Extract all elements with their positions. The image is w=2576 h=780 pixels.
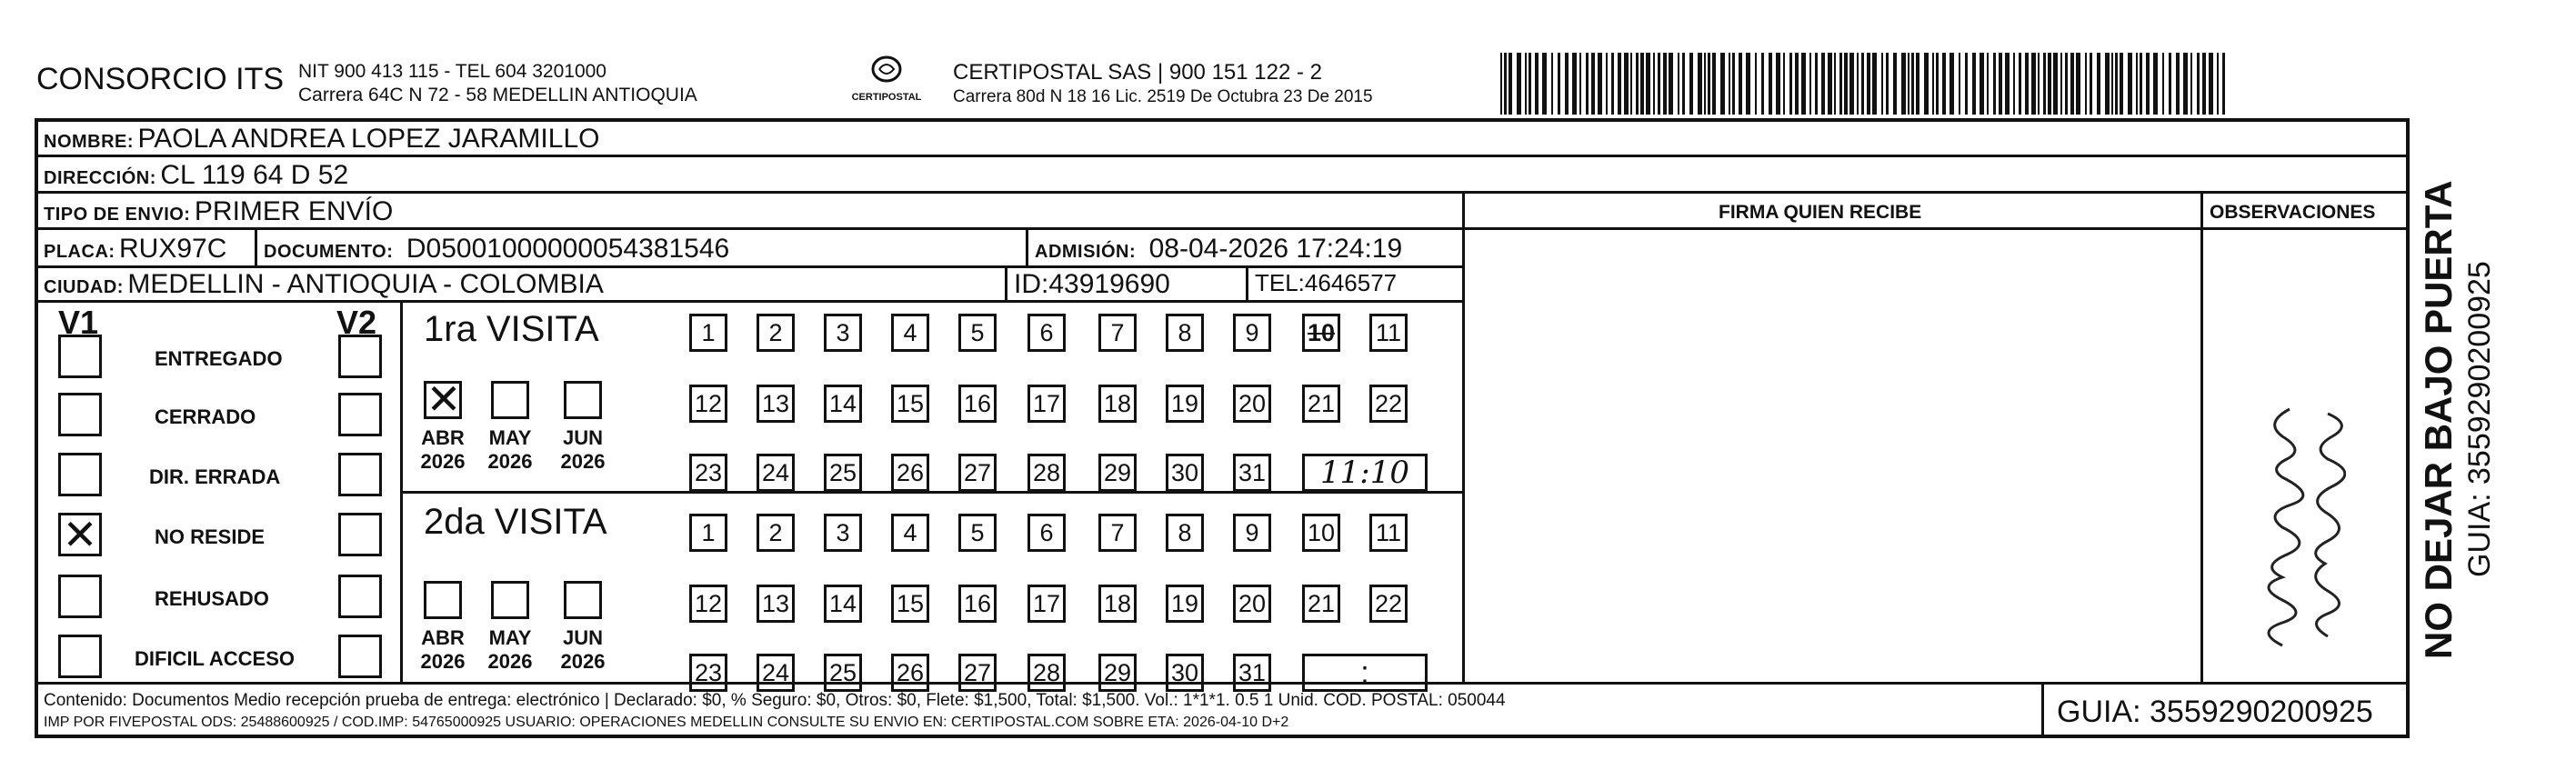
v2-checkbox-5[interactable] — [338, 635, 382, 678]
first-day-box[interactable]: 31 — [1233, 454, 1271, 492]
second-visit-title: 2da VISITA — [424, 502, 607, 542]
second-day-box[interactable]: 11 — [1369, 514, 1408, 552]
barcode — [1500, 53, 2228, 115]
month-year: 2026 — [420, 450, 466, 473]
first-visit-title: 1ra VISITA — [424, 309, 599, 349]
placa-cell — [44, 234, 226, 265]
first-day-box[interactable]: 23 — [689, 454, 727, 492]
second-day-box[interactable]: 19 — [1166, 585, 1204, 623]
second-month-box[interactable] — [491, 581, 529, 619]
first-day-box[interactable]: 4 — [891, 314, 929, 352]
second-month-label — [483, 626, 537, 674]
v2-label: V2 — [336, 304, 377, 341]
company-address: Carrera 64C N 72 - 58 MEDELLIN ANTIOQUIA — [298, 85, 697, 105]
v1-checkbox-5[interactable] — [58, 635, 102, 678]
carrier-logo — [850, 55, 923, 103]
status-label: NO RESIDE — [155, 525, 266, 548]
month-name: ABR — [421, 626, 465, 649]
v1-checkbox-0[interactable] — [58, 335, 102, 378]
month-year: 2026 — [487, 450, 533, 473]
company-info — [298, 60, 697, 107]
first-day-box[interactable]: 9 — [1233, 314, 1271, 352]
first-day-box[interactable]: 3 — [824, 314, 862, 352]
carrier-logo-text: CERTIPOSTAL — [851, 92, 922, 103]
first-day-box[interactable]: 12 — [689, 385, 727, 423]
first-day-box[interactable]: 29 — [1098, 454, 1137, 492]
ciudad-cell — [44, 269, 604, 300]
carrier-info — [953, 60, 1373, 107]
first-day-box[interactable]: 1 — [689, 314, 727, 352]
second-day-box[interactable]: 14 — [824, 585, 862, 623]
month-year: 2026 — [560, 650, 606, 673]
second-day-box[interactable]: 15 — [891, 585, 929, 623]
v2-checkbox-2[interactable] — [338, 453, 382, 496]
second-day-box[interactable]: 3 — [824, 514, 862, 552]
second-day-box[interactable]: 30 — [1166, 654, 1204, 692]
v2-checkbox-3[interactable] — [338, 513, 382, 556]
admision-cell — [1035, 234, 1402, 265]
first-day-box[interactable]: 26 — [891, 454, 929, 492]
first-month-box[interactable] — [564, 381, 602, 419]
documento-label: DOCUMENTO: — [264, 242, 394, 262]
second-day-box[interactable]: 29 — [1098, 654, 1137, 692]
first-day-box[interactable]: 2 — [757, 314, 795, 352]
second-day-box[interactable]: 22 — [1369, 585, 1408, 623]
status-label: DIR. ERRADA — [149, 465, 281, 488]
second-day-box[interactable]: 28 — [1027, 654, 1066, 692]
tel-value: TEL:4646577 — [1255, 269, 1398, 296]
first-day-box[interactable]: 28 — [1027, 454, 1066, 492]
direccion-value: CL 119 64 D 52 — [160, 160, 349, 190]
second-day-box[interactable]: 1 — [689, 514, 727, 552]
first-day-box[interactable]: 25 — [824, 454, 862, 492]
first-day-box[interactable]: 13 — [757, 385, 795, 423]
status-label: CERRADO — [155, 405, 256, 428]
first-month-box[interactable] — [491, 381, 529, 419]
v2-checkbox-1[interactable] — [338, 393, 382, 436]
second-day-box[interactable]: 12 — [689, 585, 727, 623]
second-day-box[interactable]: 8 — [1166, 514, 1204, 552]
month-name: ABR — [421, 426, 465, 449]
firma-header: FIRMA QUIEN RECIBE — [1719, 202, 1922, 223]
v1-checkbox-2[interactable] — [58, 453, 102, 496]
status-label: DIFICIL ACCESO — [135, 647, 296, 670]
carrier-name: CERTIPOSTAL SAS | 900 151 122 - 2 — [953, 60, 1322, 85]
first-day-box[interactable]: 17 — [1027, 385, 1066, 423]
second-day-box[interactable]: 16 — [958, 585, 997, 623]
first-day-box[interactable]: 19 — [1166, 385, 1204, 423]
month-year: 2026 — [560, 450, 606, 473]
first-month-box[interactable] — [424, 375, 462, 424]
second-day-box[interactable]: 25 — [824, 654, 862, 692]
second-month-box[interactable] — [424, 581, 462, 619]
placa-value: RUX97C — [119, 234, 227, 264]
second-day-box[interactable]: 9 — [1233, 514, 1271, 552]
tipo-row — [44, 196, 393, 227]
v1-checkbox-3[interactable] — [58, 510, 102, 559]
carrier-logo-icon — [867, 55, 907, 87]
company-name: CONSORCIO ITS — [36, 62, 285, 96]
second-day-box[interactable]: 26 — [891, 654, 929, 692]
admision-value: 08-04-2026 17:24:19 — [1148, 234, 1403, 264]
second-day-box[interactable]: 24 — [757, 654, 795, 692]
first-month-label — [483, 426, 537, 474]
nombre-row — [44, 124, 599, 155]
first-day-box[interactable]: 8 — [1166, 314, 1204, 352]
placa-label: PLACA: — [44, 242, 115, 262]
first-day-box[interactable]: 10 — [1302, 314, 1340, 352]
first-day-box[interactable]: 5 — [958, 314, 997, 352]
documento-value: D05001000000054381546 — [406, 234, 730, 264]
nombre-label: NOMBRE: — [44, 132, 135, 152]
month-year: 2026 — [487, 650, 533, 673]
first-day-box[interactable]: 16 — [958, 385, 997, 423]
documento-cell — [264, 234, 729, 265]
second-day-box[interactable]: 5 — [958, 514, 997, 552]
v2-checkbox-0[interactable] — [338, 335, 382, 378]
first-day-box[interactable]: 21 — [1302, 385, 1340, 423]
footer-print-info: IMP POR FIVEPOSTAL ODS: 25488600925 / COD.IMP: 54765000925 USUARIO: OPERACIONES MEDELLIN CONSULTE SU ENVIO EN: CERTIPOSTAL.COM SOBRE ETA: 2026-04-10 D+2 — [44, 715, 1289, 730]
month-name: JUN — [562, 426, 603, 449]
month-year: 2026 — [420, 650, 466, 673]
second-month-label — [416, 626, 470, 674]
first-day-box[interactable]: 20 — [1233, 385, 1271, 423]
second-day-box[interactable]: 10 — [1302, 514, 1340, 552]
first-month-label — [416, 426, 470, 474]
first-day-box[interactable]: 24 — [757, 454, 795, 492]
second-day-box[interactable]: 4 — [891, 514, 929, 552]
month-name: JUN — [562, 626, 603, 649]
x-mark-icon: ✕ — [426, 375, 462, 424]
v1-checkbox-1[interactable] — [58, 393, 102, 436]
second-day-box[interactable]: 21 — [1302, 585, 1340, 623]
second-day-box[interactable]: 27 — [958, 654, 997, 692]
ciudad-label: CIUDAD: — [44, 277, 124, 297]
second-day-box[interactable]: 6 — [1027, 514, 1066, 552]
observaciones-header: OBSERVACIONES — [2210, 202, 2376, 223]
status-label: REHUSADO — [155, 587, 269, 610]
second-day-box[interactable]: 20 — [1233, 585, 1271, 623]
second-day-box[interactable]: 2 — [757, 514, 795, 552]
second-month-box[interactable] — [564, 581, 602, 619]
id-value: ID:43919690 — [1014, 269, 1170, 299]
second-day-box[interactable]: 7 — [1098, 514, 1137, 552]
status-label: ENTREGADO — [155, 347, 283, 370]
side-warning: NO DEJAR BAJO PUERTA — [2417, 180, 2460, 659]
first-day-box[interactable]: 14 — [824, 385, 862, 423]
v1-label: V1 — [58, 304, 99, 341]
month-name: MAY — [488, 426, 532, 449]
first-day-box[interactable]: 18 — [1098, 385, 1137, 423]
company-nit: NIT 900 413 115 - TEL 604 3201000 — [298, 61, 606, 82]
carrier-address: Carrera 80d N 18 16 Lic. 2519 De Octubra 23 De 2015 — [953, 87, 1373, 106]
tipo-value: PRIMER ENVÍO — [194, 196, 394, 226]
handwritten-observation — [2246, 273, 2355, 655]
nombre-value: PAOLA ANDREA LOPEZ JARAMILLO — [137, 124, 600, 154]
first-day-box[interactable]: 30 — [1166, 454, 1204, 492]
second-day-box[interactable]: 17 — [1027, 585, 1066, 623]
direccion-row — [44, 160, 348, 191]
second-month-label — [556, 626, 610, 674]
ciudad-value: MEDELLIN - ANTIOQUIA - COLOMBIA — [127, 269, 604, 299]
handwritten-scribble-icon — [2246, 273, 2346, 655]
admision-label: ADMISIÓN: — [1035, 242, 1137, 262]
first-day-box[interactable]: 11 — [1369, 314, 1408, 352]
first-day-box[interactable]: 27 — [958, 454, 997, 492]
tipo-label: TIPO DE ENVIO: — [44, 205, 191, 225]
footer-guia: GUIA: 3559290200925 — [2057, 695, 2373, 729]
first-day-box[interactable]: 6 — [1027, 314, 1066, 352]
x-mark-icon: ✕ — [62, 510, 98, 559]
second-day-box[interactable]: 13 — [757, 585, 795, 623]
first-day-box[interactable]: 15 — [891, 385, 929, 423]
first-day-box[interactable]: 7 — [1098, 314, 1137, 352]
side-guia: GUIA: 3559290200925 — [2462, 261, 2497, 577]
v2-checkbox-4[interactable] — [338, 575, 382, 618]
second-day-box[interactable]: 18 — [1098, 585, 1137, 623]
second-day-box[interactable]: 23 — [689, 654, 727, 692]
first-day-box[interactable]: 22 — [1369, 385, 1408, 423]
second-day-box[interactable]: 31 — [1233, 654, 1271, 692]
v1-checkbox-4[interactable] — [58, 575, 102, 618]
footer-content: Contenido: Documentos Medio recepción prueba de entrega: electrónico | Declarado: $0, % Seguro: $0, Otros: $0, Flete: $1,500, Total: $1,500. Vol.: 1*1*1. 0.5 1 Unid. COD. POSTAL: 050044 — [44, 691, 1506, 710]
first-time-box[interactable]: 11:10 — [1302, 454, 1428, 492]
second-time-box[interactable]: : — [1302, 654, 1428, 692]
month-name: MAY — [488, 626, 532, 649]
direccion-label: DIRECCIÓN: — [44, 168, 156, 188]
first-month-label — [556, 426, 610, 474]
